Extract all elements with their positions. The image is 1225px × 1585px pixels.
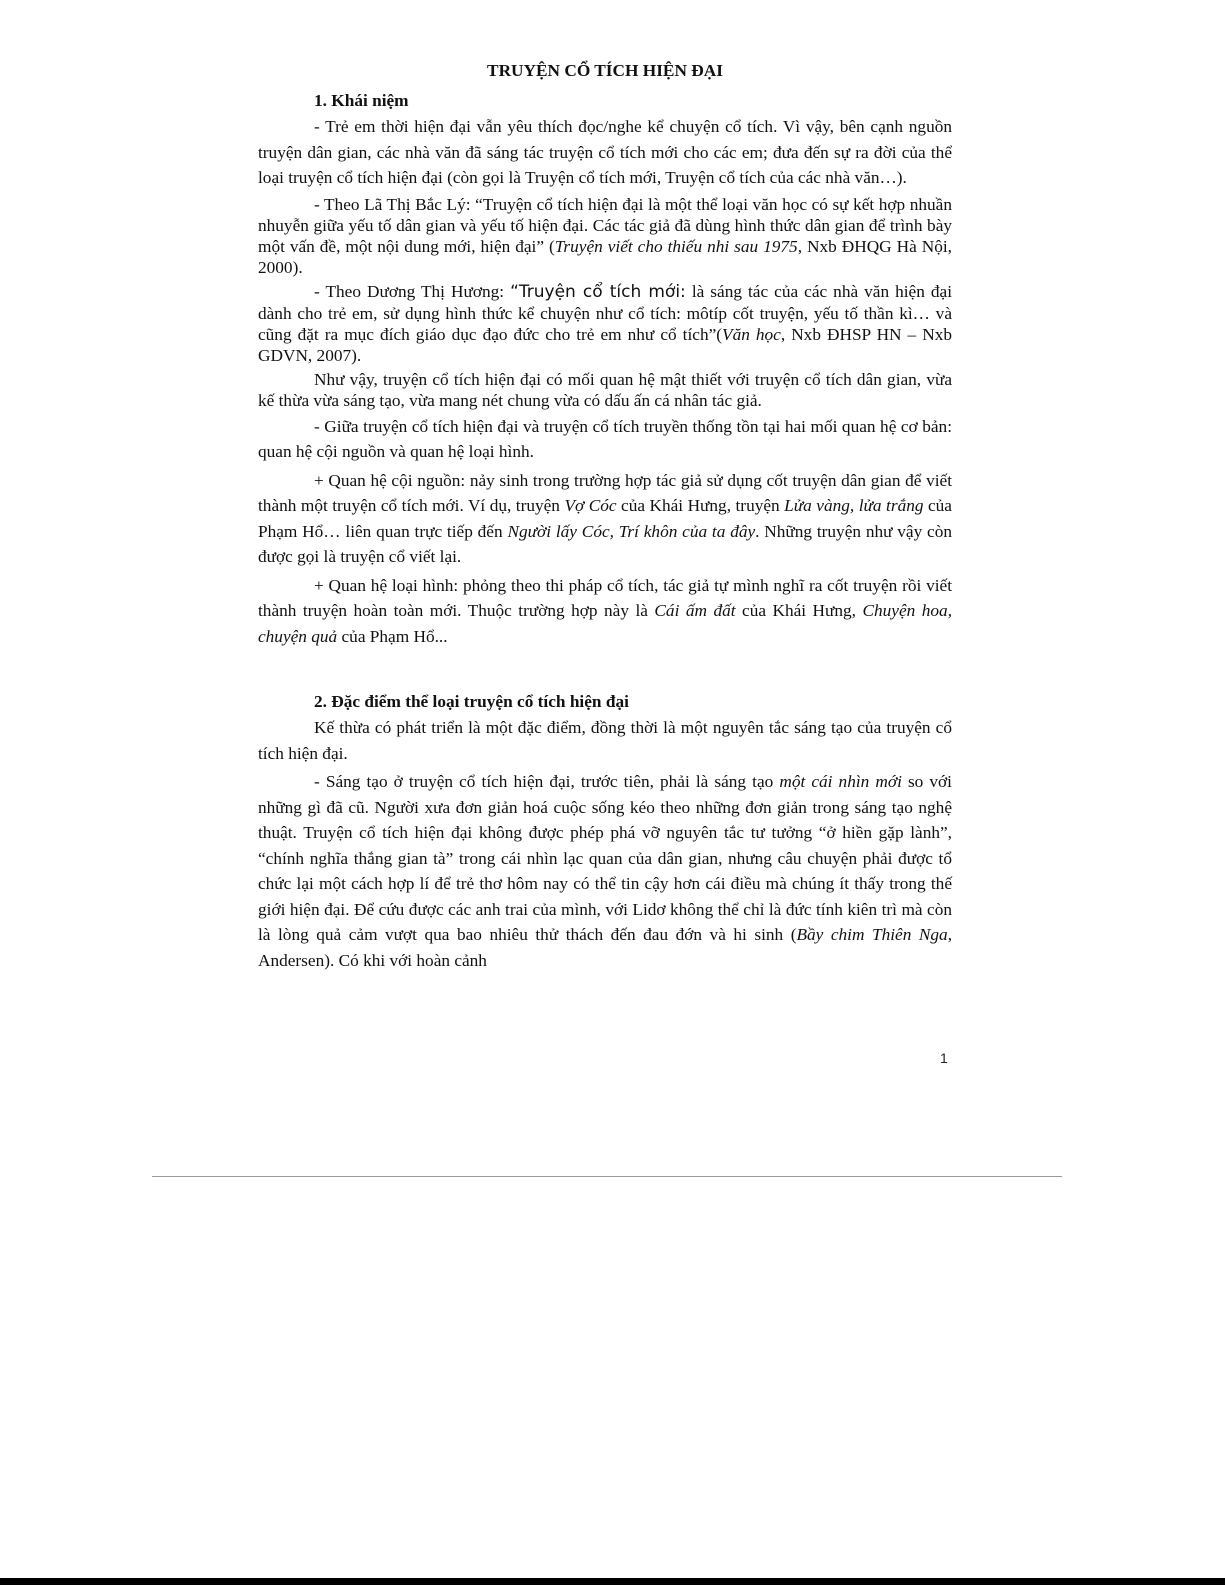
section-heading-2: 2. Đặc điểm thể loại truyện cổ tích hiện đại	[314, 692, 629, 711]
section-heading-1: 1. Khái niệm	[314, 91, 409, 110]
paragraph: Như vậy, truyện cổ tích hiện đại có mối quan hệ mật thiết với truyện cổ tích dân gian, vừa kế thừa vừa sáng tạo, vừa mang nét chung vừa có dấu ấn cá nhân tác giả.	[258, 369, 952, 410]
page-separator	[152, 1176, 1062, 1177]
paragraph: - Theo Dương Thị Hương: “Truyện cổ tích mới: là sáng tác của các nhà văn hiện đại dành cho trẻ em, sử dụng hình thức kể chuyện như cổ tích: môtíp cốt truyện, yếu tố thần kì… và cũng đặt ra mục đích giáo dục đạo đức cho trẻ em như cổ tích”(Văn học, Nxb ĐHSP HN – Nxb GDVN, 2007).	[258, 281, 952, 365]
paragraph: + Quan hệ cội nguồn: nảy sinh trong trường hợp tác giả sử dụng cốt truyện dân gian để viết thành một truyện cổ tích mới. Ví dụ, truyện Vợ Cóc của Khái Hưng, truyện Lửa vàng, lửa trắng của Phạm Hổ… liên quan trực tiếp đến Người lấy Cóc, Trí khôn của ta đây. Những truyện như vậy còn được gọi là truyện cổ viết lại.	[258, 470, 952, 566]
paragraph: - Trẻ em thời hiện đại vẫn yêu thích đọc/nghe kể chuyện cổ tích. Vì vậy, bên cạnh nguồn truyện dân gian, các nhà văn đã sáng tác truyện cổ tích mới cho các em; đưa đến sự ra đời của thể loại truyện cổ tích hiện đại (còn gọi là Truyện cổ tích mới, Truyện cổ tích của các nhà văn…).	[258, 117, 952, 187]
paragraph: Kế thừa có phát triển là một đặc điểm, đồng thời là một nguyên tắc sáng tạo của truyện cổ tích hiện đại.	[258, 718, 952, 763]
document-title: TRUYỆN CỔ TÍCH HIỆN ĐẠI	[487, 61, 723, 80]
paragraph: + Quan hệ loại hình: phỏng theo thi pháp cổ tích, tác giả tự mình nghĩ ra cốt truyện rồi viết thành truyện hoàn toàn mới. Thuộc trường hợp này là Cái ấm đất của Khái Hưng, Chuyện hoa, chuyện quả của Phạm Hổ...	[258, 575, 953, 646]
bottom-edge-bar	[0, 1578, 1225, 1585]
document-body	[258, 58, 952, 976]
paragraph: - Giữa truyện cổ tích hiện đại và truyện cổ tích truyền thống tồn tại hai mối quan hệ cơ bản: quan hệ cội nguồn và quan hệ loại hình.	[258, 416, 952, 461]
page-number: 1	[940, 1050, 948, 1066]
paragraph: - Sáng tạo ở truyện cổ tích hiện đại, trước tiên, phải là sáng tạo một cái nhìn mới so với những gì đã cũ. Người xưa đơn giản hoá cuộc sống kéo theo những đơn giản trong sáng tạo nghệ thuật. Truyện cổ tích hiện đại không được phép phá vỡ nguyên tắc tư tưởng “ở hiền gặp lành”, “chính nghĩa thắng gian tà” trong cái nhìn lạc quan của dân gian, nhưng câu chuyện phải được tổ chức lại một cách hợp lí để trẻ thơ hôm nay có thể tin cậy hơn cái điều mà chúng ít thấy trong thế giới hiện đại. Để cứu được các anh trai của mình, với Lidơ không thể chỉ là đức tính kiên trì mà còn là lòng quả cảm vượt qua bao nhiêu thử thách đến đau đớn và hi sinh (Bầy chim Thiên Nga, Andersen). Có khi với hoàn cảnh	[258, 772, 953, 970]
paragraph: - Theo Lã Thị Bắc Lý: “Truyện cổ tích hiện đại là một thể loại văn học có sự kết hợp nhuần nhuyễn giữa yếu tố dân gian và yếu tố hiện đại. Các tác giả đã dùng hình thức dân gian để trình bày một vấn đề, một nội dung mới, hiện đại” (Truyện viết cho thiếu nhi sau 1975, Nxb ĐHQG Hà Nội, 2000).	[258, 194, 952, 277]
